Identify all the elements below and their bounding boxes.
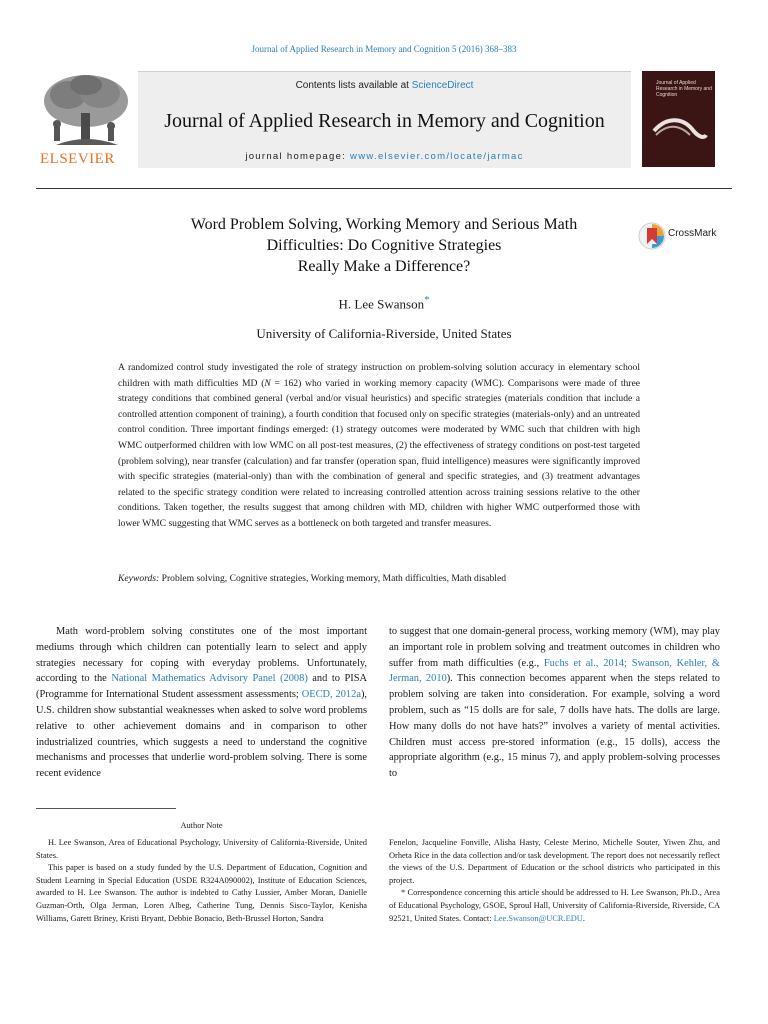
journal-cover-thumbnail[interactable] [642, 71, 715, 167]
journal-masthead [36, 71, 714, 171]
sciencedirect-link[interactable]: ScienceDirect [411, 80, 474, 91]
keywords [118, 572, 658, 586]
keywords-text: Problem solving, Cognitive strategies, Working memory, Math difficulties, Math disabled [159, 573, 506, 584]
homepage-line [138, 151, 631, 162]
homepage-prefix: journal homepage: [245, 151, 351, 162]
abstract-text: A randomized control study investigated the role of strategy instruction on problem-solving solution accuracy in elementary school children with math difficulties MD ( [118, 362, 640, 389]
body-text: to suggest that one domain-general process, working memory (WM), may play an important role in problem solving and treatment outcomes in children who suffer from math difficulties (e.g., [389, 626, 720, 669]
body-text: and to PISA (Programme for International Student assessment assessments; [36, 673, 367, 701]
author-note-right [389, 837, 720, 925]
author-note-left [36, 837, 367, 925]
body-text: ). This connection becomes apparent when the steps related to problem solving are taken into consideration. For example, solving a word problem, such as “15 dolls are for sale, 7 dolls have hats. The dolls are large. How many dolls do not have hats?” involves a variety of mental activities. Children must access pre-stored information (e.g., 15 dolls), access the appropriate algorithm (e.g., 15 minus 7), and apply problem-solving processes to [389, 673, 721, 780]
author-line [0, 294, 768, 312]
article-title [114, 214, 654, 277]
reference-link[interactable]: Fuchs et al., 2014; Swanson, Kehler, & Jerman, 2010 [389, 657, 720, 685]
keywords-label: Keywords: [118, 573, 160, 584]
elsevier-logo[interactable] [36, 71, 136, 171]
contents-prefix: Contents lists available at [295, 80, 412, 91]
correspondence-mark: * [401, 888, 406, 898]
homepage-link[interactable]: www.elsevier.com/locate/jarmac [350, 151, 524, 162]
author-footnote-mark[interactable]: * [424, 294, 430, 306]
author-affiliation: University of California-Riverside, United States [256, 326, 512, 341]
body-column-right [389, 624, 720, 782]
journal-citation[interactable]: Journal of Applied Research in Memory and Cognition 5 (2016) 368–383 [251, 44, 517, 54]
body-text: Math word-problem solving constitutes one of the most important mediums through which children can potentially learn to select and apply strategies necessary for coping with everyday problems. Unfortunately, according to the [36, 626, 367, 685]
masthead-divider [36, 188, 732, 189]
footnote-paragraph: Fenelon, Jacqueline Fonville, Alisha Hasty, Celeste Merino, Michelle Souter, Yiwen Zhu, and Orheta Rice in the data collection and/or task development. The report does not necessarily reflect the views of the U.S. Department of Education or the school districts who participated in this project. [389, 838, 720, 885]
reference-link[interactable]: OECD, 2012a [301, 689, 361, 701]
contents-line [138, 80, 631, 91]
abstract-n-label: N [264, 377, 271, 389]
abstract-text: = 162) who varied in working memory capacity (WMC). Comparisons were made of three strategy conditions that combined general (verbal and/or visual heuristics) and specific strategies (materials condition that include a controlled attention component of training), a fourth condition that focused only on specific strategies (materials-only) and an untreated control condition. Three important findings emerged: (1) strategy outcomes were moderated by WMC such that children with high WMC outperformed children with low WMC on all post-test measures, (2) the effectiveness of strategy conditions on post-test targeted (problem solving), near transfer (calculation) and far transfer (operation span, fluid intelligence) measures were significantly improved with specific strategies (material-only) than with the combination of general and specific strategies, and (3) treatment advantages related to the specific strategy condition were related to increasing controlled attention across training sessions relative to the other conditions. Taken together, the results suggest that among children with MD, children with higher WMC outperformed those with lower WMC suggesting that WMC serves as a bottleneck on both targeted and transfer measures. [118, 377, 640, 529]
reference-link[interactable]: National Mathematics Advisory Panel (2008) [111, 673, 308, 685]
footnote-paragraph [389, 887, 720, 925]
footnote-paragraph: This paper is based on a study funded by the U.S. Department of Education, Cognition and Student Learning in Special Education (USDE R324A090002), Institute of Education Sciences, awarded to H. Lee Swanson. The author is indebted to Cathy Lussier, Amber Moran, Danielle Guzman-Orth, Olga Jerman, Loren Albeg, Catherine Tung, Dennis Sisco-Taylor, Kenisha Williams, Garett Briney, Kristi Bryant, Debbie Bonacio, Beth-Brussel Horton, Sandra [36, 863, 367, 923]
author-note-heading: Author Note [180, 821, 223, 830]
author-name: H. Lee Swanson [338, 296, 425, 312]
footnote-paragraph: H. Lee Swanson, Area of Educational Psychology, University of California-Riverside, United States. [36, 838, 367, 860]
title-line: Really Make a Difference? [297, 258, 471, 275]
journal-title: Journal of Applied Research in Memory and Cognition [164, 110, 605, 132]
email-link[interactable]: Lee.Swanson@UCR.EDU [493, 913, 583, 923]
crossmark-icon [638, 222, 666, 250]
elsevier-wordmark: ELSEVIER [40, 151, 115, 167]
cover-ribbon-icon [652, 113, 708, 153]
body-text: ), U.S. children show substantial weaknesses when asked to solve word problems relative to other achievement domains and in comparison to other industrialized countries, which suggests a need to understand the cognitive mechanisms and processes that underlie word-problem solving. There is some recent evidence [36, 689, 367, 780]
title-line: Word Problem Solving, Working Memory and Serious Math [190, 216, 578, 233]
cover-title: Journal of Applied Research in Memory and Cognition [656, 80, 712, 98]
title-line: Difficulties: Do Cognitive Strategies [266, 237, 502, 254]
elsevier-tree-icon [36, 71, 136, 151]
crossmark-badge[interactable] [638, 222, 722, 250]
correspondence-text: Correspondence concerning this article should be addressed to H. Lee Swanson, Ph.D., Area of Educational Psychology, GSOE, Sproul Hall, University of California-Riverside, Riverside, CA 92521, United States. Contact: [389, 888, 720, 923]
crossmark-label: CrossMark [668, 228, 717, 239]
body-column-left [36, 624, 367, 782]
correspondence-end: . [582, 913, 585, 923]
footnote-divider [36, 808, 176, 809]
journal-banner [138, 71, 631, 168]
abstract [118, 360, 640, 532]
